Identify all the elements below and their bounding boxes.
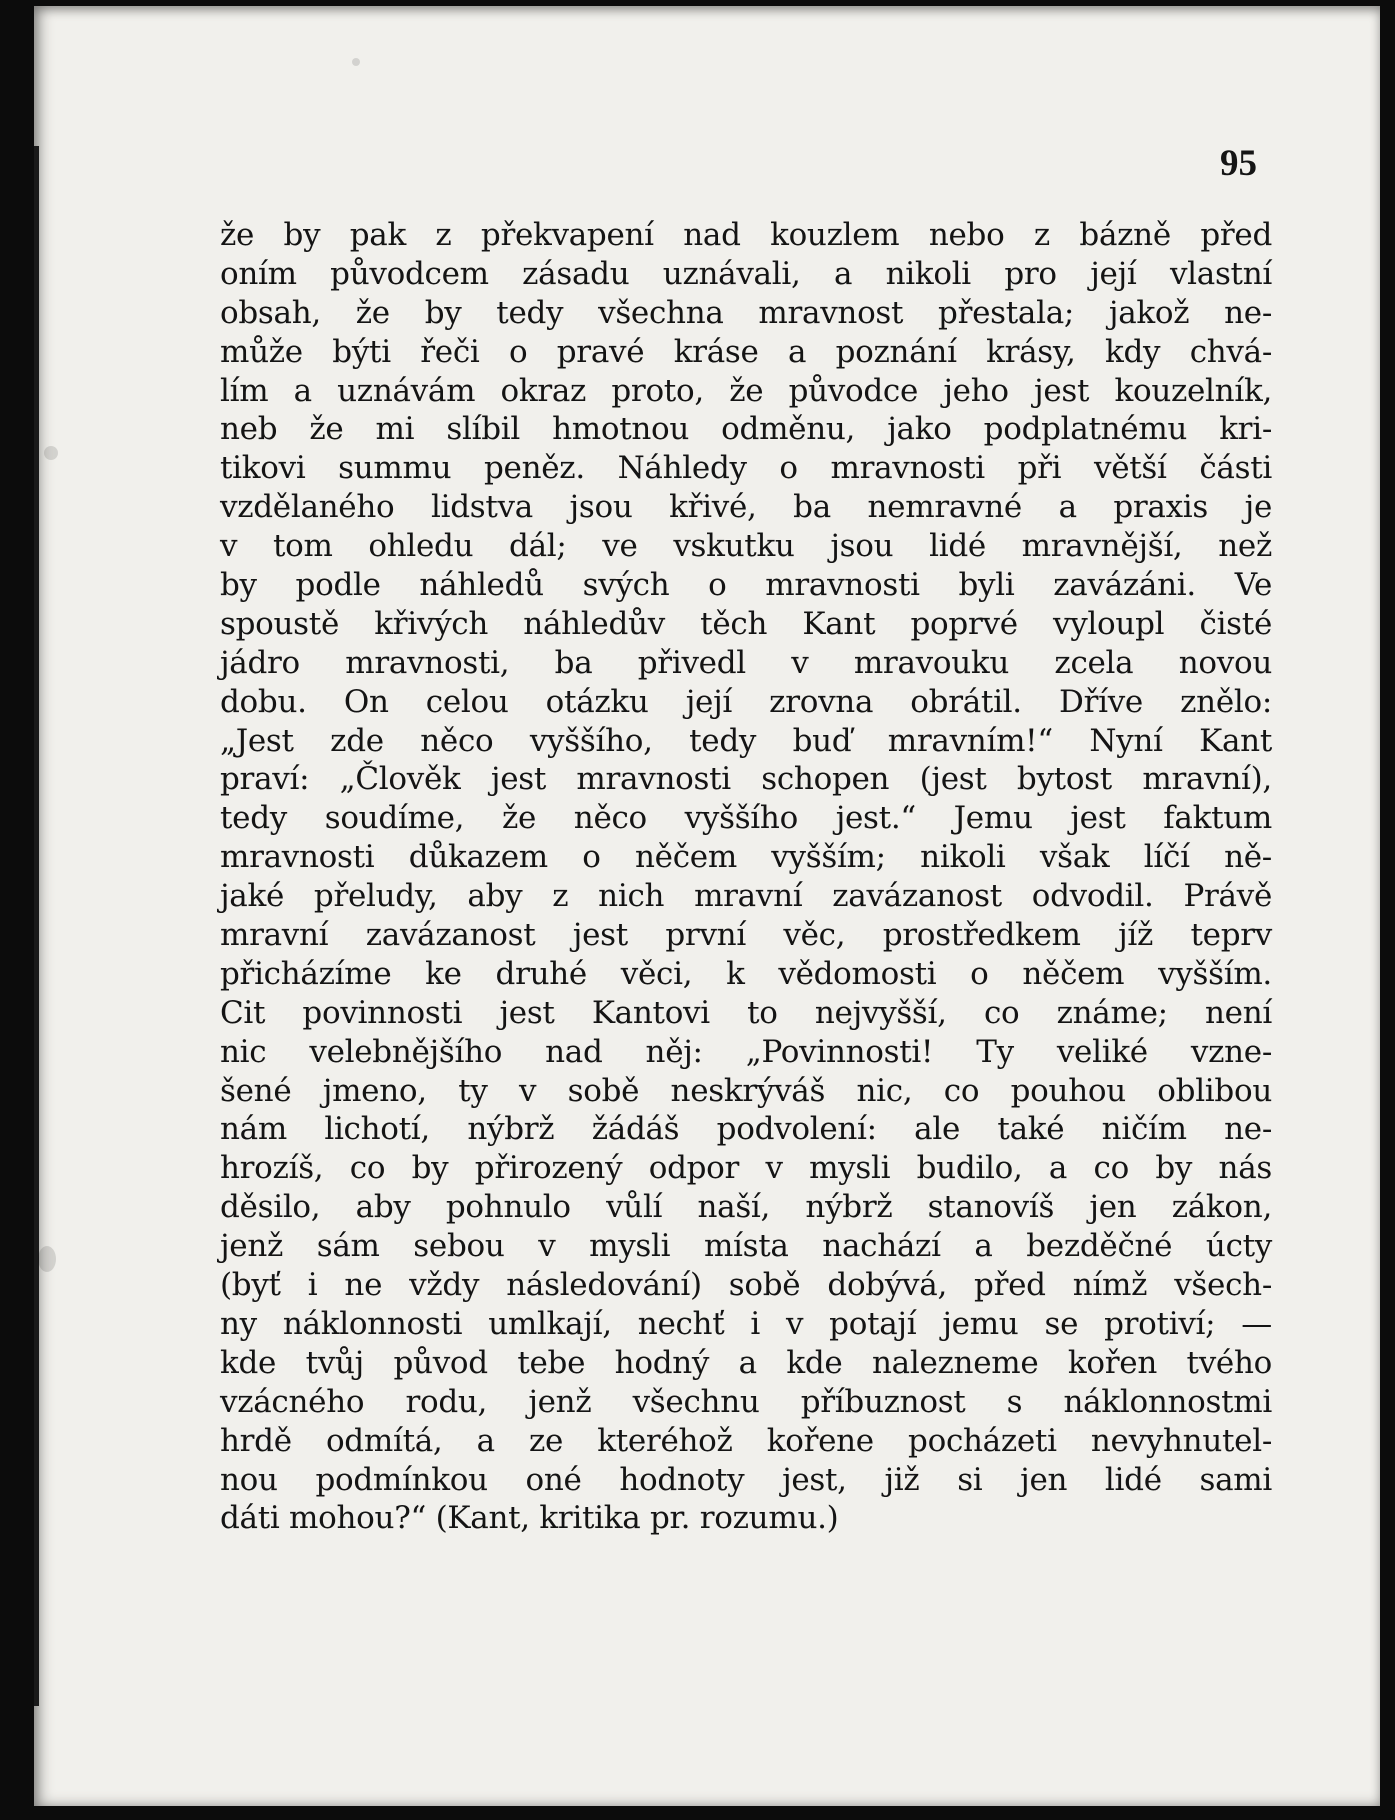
binding-shadow [34,146,39,1706]
text-line: jaké přeludy, aby z nich mravní zavázanost odvodil. Právě [220,878,1272,915]
text-line: mravnosti důkazem o něčem vyšším; nikoli však líčí ně- [220,839,1272,876]
page-number: 95 [1220,143,1257,184]
text-line: děsilo, aby pohnulo vůlí naší, nýbrž stanovíš jen zákon, [220,1189,1272,1226]
text-line: lím a uznávám okraz proto, že původce jeho jest kouzelník, [220,372,1272,409]
text-line: přicházíme ke druhé věci, k vědomosti o něčem vyšším. [220,955,1272,992]
text-line: obsah, že by tedy všechna mravnost přestala; jakož ne- [220,294,1272,331]
text-line: nic velebnějšího nad něj: „Povinnosti! Ty veliké vzne- [220,1033,1272,1070]
text-line: může býti řeči o pravé kráse a poznání krásy, kdy chvá- [220,333,1272,370]
text-line: praví: „Člověk jest mravnosti schopen (jest bytost mravní), [220,761,1272,798]
text-line: tedy soudíme, že něco vyššího jest.“ Jemu jest faktum [220,800,1272,837]
ink-speck [352,58,360,66]
text-line: (byť i ne vždy následování) sobě dobývá, před nímž všech- [220,1267,1272,1304]
ink-speck [44,446,58,460]
text-line: jenž sám sebou v mysli místa nachází a bezděčné úcty [220,1228,1272,1265]
ink-speck [38,1246,56,1272]
text-line: kde tvůj původ tebe hodný a kde nalezneme kořen tvého [220,1344,1272,1381]
text-line: ny náklonnosti umlkají, nechť i v potají jemu se protiví; — [220,1305,1272,1342]
text-line: jádro mravnosti, ba přivedl v mravouku zcela novou [220,644,1272,681]
text-line: hrozíš, co by přirozený odpor v mysli budilo, a co by nás [220,1150,1272,1187]
text-line: tikovi summu peněz. Náhledy o mravnosti při větší části [220,450,1272,487]
book-page [34,6,1380,1806]
text-line: hrdě odmítá, a ze kteréhož kořene pocházeti nevyhnutel- [220,1422,1272,1459]
text-line: v tom ohledu dál; ve vskutku jsou lidé mravnější, než [220,528,1272,565]
text-line: Cit povinnosti jest Kantovi to nejvyšší, co známe; není [220,994,1272,1031]
text-line: mravní zavázanost jest první věc, prostředkem jíž teprv [220,917,1272,954]
text-line: spoustě křivých náhledův těch Kant poprvé vyloupl čisté [220,605,1272,642]
text-line: vzdělaného lidstva jsou křivé, ba nemravné a praxis je [220,489,1272,526]
text-line: nou podmínkou oné hodnoty jest, již si jen lidé sami [220,1461,1272,1498]
body-text [220,216,1272,1538]
text-line: neb že mi slíbil hmotnou odměnu, jako podplatnému kri- [220,411,1272,448]
text-line: „Jest zde něco vyššího, tedy buď mravním!“ Nyní Kant [220,722,1272,759]
text-line: dobu. On celou otázku její zrovna obrátil. Dříve znělo: [220,683,1272,720]
text-line: nám lichotí, nýbrž žádáš podvolení: ale také ničím ne- [220,1111,1272,1148]
text-line: vzácného rodu, jenž všechnu příbuznost s náklonnostmi [220,1383,1272,1420]
text-line: by podle náhledů svých o mravnosti byli zavázáni. Ve [220,567,1272,604]
text-line: že by pak z překvapení nad kouzlem nebo z bázně před [220,217,1272,253]
text-line: šené jmeno, ty v sobě neskrýváš nic, co pouhou oblibou [220,1072,1272,1109]
text-line: oním původcem zásadu uznávali, a nikoli pro její vlastní [220,255,1272,292]
text-line: dáti mohou?“ (Kant, kritika pr. rozumu.) [220,1500,839,1537]
